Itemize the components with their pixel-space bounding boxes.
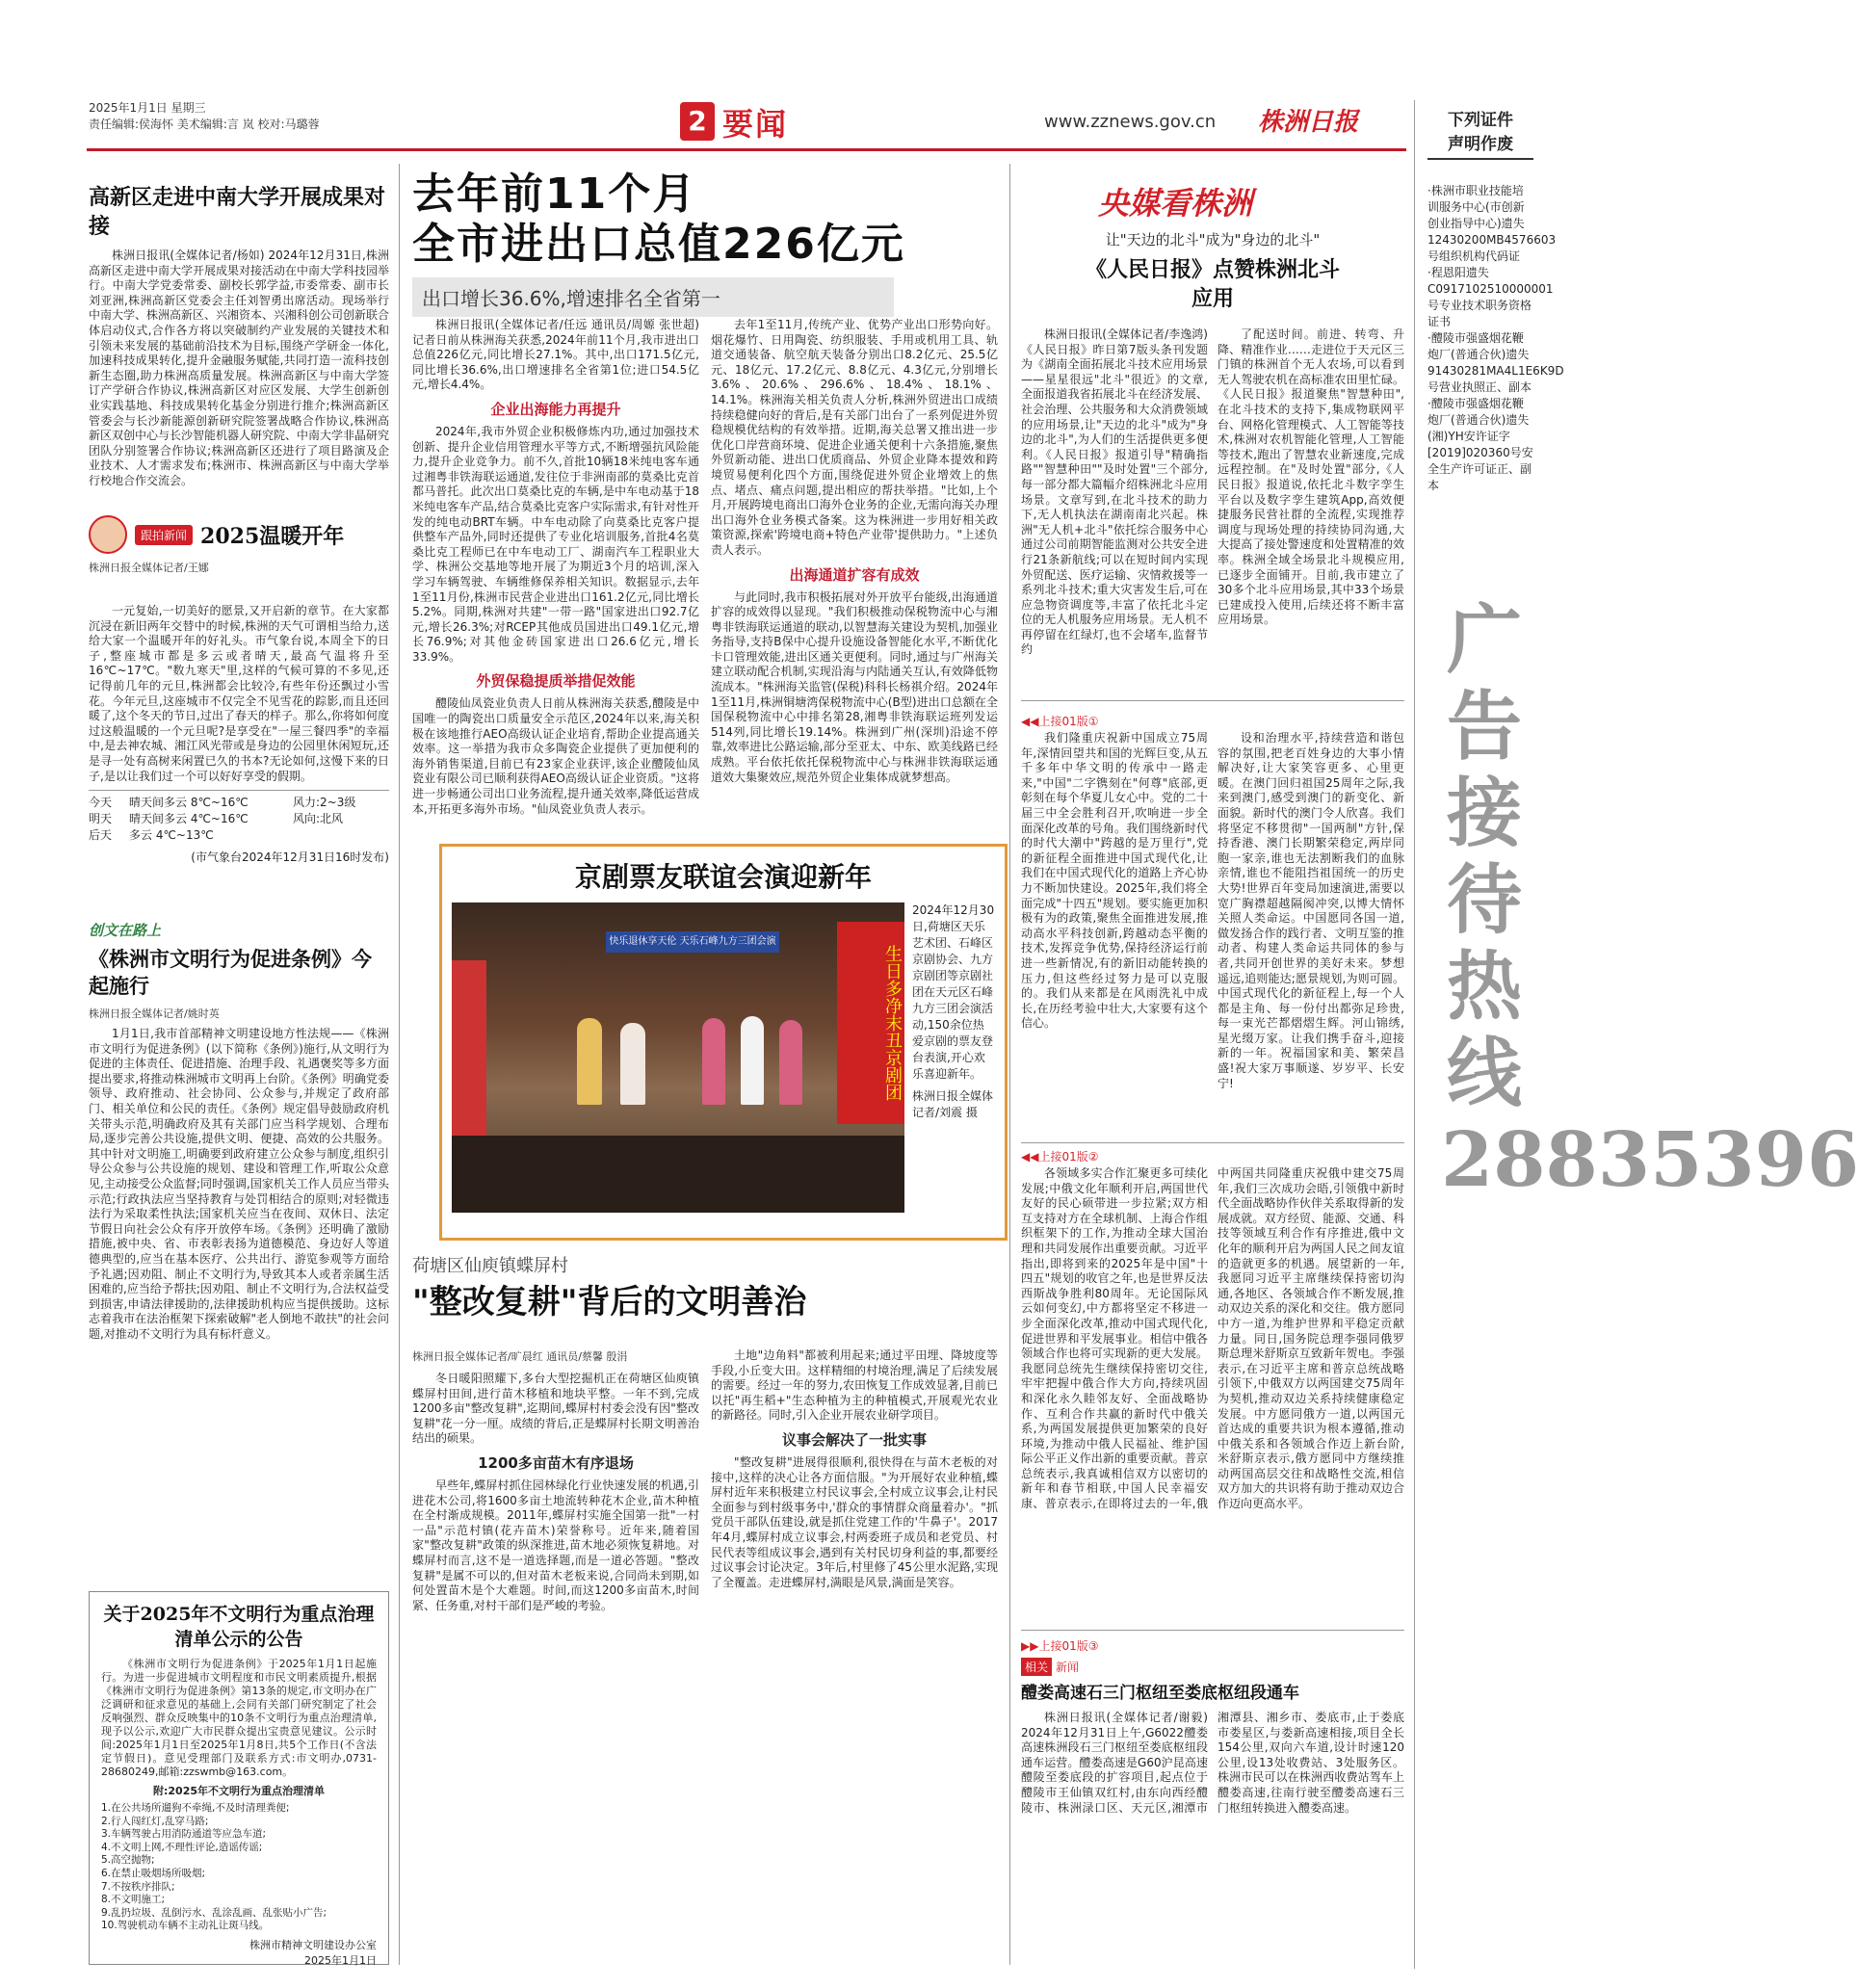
article-body: 株洲日报讯(全媒体记者/杨如) 2024年12月31日,株洲高新区走进中南大学开展成果对接活动在中南大学科技园举行。中南大学党委常委、副校长郭学益,市委常委、副市长刘亚洲,株洲高新区党委会主任刘智勇出席活动。现场举行中南大学、株洲高新区、兴湘资本、兴湘科创公司创新联合体启动仪式,合作各方将以突破制约产业发展的关键技术和引领未来发展的基础前沿技术为目标,围绕产学研金一体化,加速科技成果转化,提升金融服务赋能,共同打造一流科技创新生态圈,助力株洲高质量发展。株洲高新区与中南大学签订产学研合作协议,株洲高新区对应区发展、大学生创新创业实践基地、科技成果转化基金分别进行推介;株洲高新区管委会与长沙新能源创新研究院签署战略合作协议,株洲高新区双创中心与长沙智能机器人研究院、中南大学非晶研究团队分别签署合作协议;株洲高新区还进行了项目路演及企业技术、人才需求发布;株洲市、株洲高新区与中南大学举行校地合作交流会。 (89, 248, 390, 487)
article-beidou (1021, 179, 1404, 321)
page-name: 要闻 (722, 106, 789, 143)
article-dieping-village (412, 1252, 1000, 1331)
header-rule (87, 148, 1406, 151)
section-rule (1021, 1142, 1404, 1143)
performer (577, 1018, 602, 1105)
section-rule (1021, 700, 1404, 701)
page-number: 2 (680, 102, 715, 141)
list-item: 3.车辆驾驶占用消防通道等应急车道; (101, 1828, 267, 1841)
article-body: 一元复始,一切美好的愿景,又开启新的章节。在大家都沉浸在新旧两年交替中的时候,株洲的天气可谓相当给力,送给大家一个温暖开年的好礼头。市气象台说,本周全下的日子,整座城市都是多云或者晴天,最高气温将升至16℃~17℃。"数九寒天"里,这样的气候可算的不多见,还记得前几年的元旦,株洲都会比较冷,有些年份还飘过小雪花。今年元旦,这座城市不仅完全不见雪花的踪影,而且还回暖了,这个冬天的节日,过出了春天的样子。那么,你将如何度过这般温暖的一个元旦呢?是享受在"一屋三餐四季"的幸福中,是去神农城、湘江风光带或是身边的公园里休闲短玩,还是寻一处有高树来闲置已久的书本?无论如何,这慢下来的日子,是以让我们过一个可以好好享受的假期。 (89, 604, 389, 783)
column-badge: 跟拍新闻 (135, 525, 193, 545)
section-head: 外贸保稳提质举措促效能 (476, 672, 636, 691)
section-head: 1200多亩苗木有序退场 (478, 1453, 634, 1472)
weather-note: (市气象台2024年12月31日16时发布) (191, 850, 389, 865)
list-item: 8.不文明施工; (101, 1894, 166, 1906)
village-col-1: 株洲日报全媒体记者/旷晨红 通讯员/蔡馨 殷涓 冬日暖阳照耀下,多台大型挖掘机正在荷塘区仙庾镇蝶屏村田间,进行苗木移植和地块平整。一年不到,完成1200多亩"整改复耕",迄期间,蝶屏村村委会没有因"整改复耕"花一分一厘。成绩的背后,正是蝶屏村长期文明善治结出的硕果。 1200多亩苗木有序退场 早些年,蝶屏村抓住园林绿化行业快速发展的机遇,引进花木公司,将1600多亩土地流转种花木企业,苗木种植在全村渐成规模。2011年,蝶屏村实施全国第一批"一村一品"示范村镇(花卉苗木)荣誉称号。近年来,随着国家"整改复耕"政策的纵深推进,苗木地必须恢复耕地。对蝶屏村而言,这不是一道选择题,而是一道必答题。"整改复耕"是属不可以的,但对苗木老板来说,合同尚未到期,如何处置苗木是个大难题。时间,而这1200多亩苗木,时间紧、任务重,对村干部们是严峻的考验。 (412, 1350, 699, 1612)
stage-side-banner: 生日多净末丑京剧团 (837, 922, 904, 1124)
opera-stage-photo (452, 902, 904, 1213)
related-label: 新闻 (1056, 1661, 1080, 1674)
performer (620, 1023, 645, 1105)
continuation-marker: ◀◀上接01版① (1021, 715, 1099, 728)
continuation-1: ◀◀上接01版① 我们隆重庆祝新中国成立75周年,深情回望共和国的光辉巨变,从五千多年中华文明的传承中一路走来,"中国"二字镌刻在"何尊"底部,更彰刻在每个华夏儿女心中。党的二十届三中全会胜利召开,吹响进一步全面深化改革的号角。我们围绕新时代的时代大潮中"跨越的是万里行",党的新征程全面推进中国式现代化,让我们在中国式现代化的道路上齐心协力不断加快建设。2025年,我们将全面完成"十四五"规划。要实施更加积极有为的政策,聚焦全面推进发展,推动高水平科技创新,跨越动态平衡的技术,发挥竞争优势,保持经济运行前进一些新情况,有的新旧动能转换的压力,但这些经过努力是可以克服的。我们从来都是在风雨洗礼中成长,在历经考验中壮大,大家要有这个信心。 设和治理水平,持续营造和谐包容的氛围,把老百姓身边的大事小情解决好,让大家笑容更多、心里更暖。在澳门回归祖国25周年之际,我来到澳门,感受到澳门的新变化、新面貌。新时代的澳门令人欣喜。我们将坚定不移贯彻"一国两制"方针,保持香港、澳门长期繁荣稳定,两岸同胞一家亲,谁也无法割断我们的血脉亲情,谁也不能阻挡祖国统一的历史大势!世界百年变局加速演进,需要以宽广胸襟超越隔阂冲突,以博大情怀关照人类命运。中国愿同各国一道,做发扬合作的践行者、文明互鉴的推动者、构建人类命运共同体的参与者,共同开创世界的美好未来。梦想遥远,追则能达;愿景规划,为则可圆。中国式现代化的新征程上,每一个人都是主角、每一份付出都弥足珍贵,每一束光芒都熠熠生辉。河山锦绣,星光缀万家。让我们携手奋斗,迎接新的一年。祝福国家和美、繁荣昌盛!祝大家万事顺遂、岁岁平、长安宁! (1021, 715, 1404, 1090)
byline: 株洲日报全媒体记者/旷晨红 通讯员/蔡馨 殷涓 (412, 1350, 628, 1363)
divider-right (1009, 164, 1010, 1965)
kicker: 荷塘区仙庾镇蝶屏村 (412, 1256, 568, 1276)
photo-row (452, 902, 995, 1213)
headline: 《人民日报》点赞株洲北斗应用 (1085, 257, 1340, 311)
weather-row: 今天 晴天间多云 8℃~16℃ 风力:2~3级 (89, 796, 356, 810)
related-badge: 相关 (1021, 1658, 1052, 1676)
article-civility-regulation (89, 920, 389, 1344)
stage-pillar (452, 960, 486, 1153)
stage-banner: 快乐退休享天伦 天乐石峰九方三团会演 (606, 931, 779, 953)
list-item: 4.不文明上网,不理性评论,造谣传谣; (101, 1841, 263, 1853)
headline-line1: 去年前11个月 (412, 170, 697, 219)
ad-strip-header: 下列证件 声明作废 (1427, 106, 1533, 160)
editors-line: 责任编辑:侯海怀 美术编辑:言 岚 校对:马璐蓉 (89, 118, 320, 131)
list-item: 2.行人闯红灯,乱穿马路; (101, 1815, 209, 1827)
list-item: 1.在公共场所遛狗不牵绳,不及时清理粪便; (101, 1802, 290, 1814)
audience (452, 1136, 904, 1213)
newspaper-logo: 株洲日报 (1258, 108, 1359, 137)
headline: 《株洲市文明行为促进条例》今起施行 (89, 947, 372, 998)
list-item: 7.不按秩序排队; (101, 1880, 175, 1893)
continuation-marker: ◀◀上接01版② (1021, 1150, 1099, 1164)
headline: 2025温暖开年 (200, 523, 345, 549)
photo-title: 京剧票友联谊会演迎新年 (574, 861, 872, 893)
byline: 株洲日报全媒体记者/王娜 (89, 562, 209, 574)
village-col-2: 土地"边角料"都被利用起来;通过平田埋、降坡度等手段,小丘变大田。这样精细的村境治理,满足了后续发展的需要。经过一年的努力,农田恢复工作成效显著,目前已以托"再生稻+"生态种植为主的种植模式,开展观光农业的新路径。同时,引入企业开展农业研学项目。 议事会解决了一批实事 "整改复耕"进展得很顺利,很快得在与苗木老板的对接中,这样的决心让各方面信服。"为开展好农业种植,蝶屏村近年来积极建立村民议事会,全村成立议事会,让村民全面参与到村级事务中,'群众的事情群众商量着办'。"抓党员干部队伍建设,就是抓住党建工作的'牛鼻子'。2017年4月,蝶屏村成立议事会,村两委班子成员和老党员、村民代表等组成议事会,遇到有关村民切身利益的事,都要经过议事会讨论决定。3年后,村里修了45公里水泥路,实现了全覆盖。走进蝶屏村,满眼是风景,满面是笑容。 (711, 1348, 998, 1589)
section-head: 出海通道扩容有成效 (789, 565, 920, 584)
performer (741, 1016, 764, 1105)
section-rule (1021, 1630, 1404, 1631)
headline-line2: 全市进出口总值226亿元 (412, 220, 905, 269)
headline: "整改复耕"背后的文明善治 (412, 1283, 807, 1321)
continuation-marker: ▶▶上接01版③ (1021, 1639, 1099, 1653)
weather-box (89, 790, 389, 866)
article-warm-new-year (89, 515, 389, 866)
continuation-3: ▶▶上接01版③ 相关 新闻 醴娄高速石三门枢纽至娄底枢纽段通车 株洲日报讯(全媒体记者/谢毅) 2024年12月31日上午,G6022醴娄高速株洲段石三门枢纽至娄底枢纽段通车运营。醴娄高速是G60沪昆高速醴陵至娄底段的扩容项目,起点位于醴陵市王仙镇双红村,由东向西经醴陵市、株洲渌口区、天元区,湘潭市湘潭县、湘乡市、娄底市,止于娄底市娄星区,与娄新高速相接,项目全长154公里,双向六车道,设计时速120公里,设13处收费站、3处服务区。株洲市民可以在株洲西收费站驾车上醴娄高速,往南行驶至醴娄高速石三门枢纽转换进入醴娄高速。 (1021, 1639, 1404, 1815)
article-trade (412, 170, 988, 317)
list-item: 5.高空抛物; (101, 1854, 155, 1867)
continuation-2: ◀◀上接01版② 各领域多实合作汇聚更多可续化发展;中俄文化年顺利开启,两国世代友好的民心硕带进一步拉紧;双方相互支持对方在全球机制、上海合作组织框架下的工作,为推动全球大国治理和共同发展作出重要贡献。习近平指出,即将到来的2025年是中国"十四五"规划的收官之年,也是世界反法西斯战争胜利80周年。无论国际风云如何变幻,中方都将坚定不移进一步全面深化改革,推动中国式现代化,促进世界和平发展事业。相信中俄各领域合作也将可实现新的更大发展。我愿同总统先生继续保持密切交往,牢牢把握中俄合作大方向,持续巩固和深化永久睦邻友好、全面战略协作、互利合作共赢的新时代中俄关系,为两国发展提供更加繁荣的良好环境,为推动中俄人民福祉、维护国际公平正义作出新的重要贡献。普京总统表示,我真诚相信双方以密切的新年和春节相联,中国人民幸福安康、普京表示,在即将过去的一年,俄中两国共同隆重庆祝俄中建交75周年,我们三次成功会晤,引领俄中新时代全面战略协作伙伴关系取得新的发展成就。双方经贸、能源、交通、科技等领域互利合作有序推进,俄中文化年的顺利开启为两国人民之间友谊的造就更多的机遇。展望新的一年,我愿同习近平主席继续保持密切沟通,各地区、各领域合作不断发展,推动双边关系的深化和交往。俄方愿同中方一道,为维护世界和平稳定贡献力量。同日,国务院总理李强同俄罗斯总理米舒斯京互致新年贺电。李强表示,在习近平主席和普京总统战略引领下,中俄双方以两国建交75周年为契机,推动双边关系持续健康稳定发展。中方愿同俄方一道,以两国元首达成的重要共识为根本遵循,推动中俄关系和各领域合作迈上新台阶,米舒斯京表示,俄方愿同中方继续推动两国高层交往和战略性交流,相信双方加大的共识将有助于推动双边合作迈向更高水平。 (1021, 1150, 1404, 1511)
lost-certificates-notice: ·株洲市职业技能培训服务中心(市创新创业指导中心)遗失12430200MB4576603号组织机构代码证 ·程恩阳遗失C0917102510000001号专业技术职务资格证书 ·醴陵市强盛烟花鞭炮厂(普通合伙)遗失91430281MA4L1E6K9D号营业执照正、副本 ·醴陵市强盛烟花鞭炮厂(普通合伙)遗失(湘)YH安许证字[2019]020360号安全生产许可证正、副本 (1427, 184, 1564, 492)
title-row (89, 515, 389, 554)
trade-col-1: 株洲日报讯(全媒体记者/任远 通讯员/周嫄 张世超) 记者日前从株洲海关获悉,2024年前11个月,我市进出口总值226亿元,同比增长27.1%。其中,出口171.5亿元,同比增长36.6%,出口增速排名全省第1位;进口54.5亿元,增长4.4%。 企业出海能力再提升 2024年,我市外贸企业积极修炼内功,通过加强技术创新、提升企业信用管理水平等方式,不断增强抗风险能力,提升企业竞争力。前不久,首批10辆18米纯电客车通过湘粤非铁海联运通道,发往位于非洲南部的莫桑比克首都马普托。此次出口莫桑比克的车辆,是中车电动基于18米纯电客车产品,结合莫桑比克客户实际需求,有针对性开发的纯电动BRT车辆。中车电动除了向莫桑比克客户提供整车产品外,同时还提供了专业化培训服务,首批4名莫桑比克工程师已在中车电动工厂、湖南汽车工程职业大学、株洲公交基地等地开展了为期近3个月的培训,深入学习车辆驾驶、车辆维修保养相关知识。数据显示,去年1至11月份,株洲市民营企业进出口161.2亿元,同比增长5.2%。同期,株洲对共建"一带一路"国家进出口92.7亿元,增长26.3%;对RCEP其他成员国进出口49.1亿元,增长76.9%;对其他金砖国家进出口26.6亿元,增长33.9%。 外贸保稳提质举措促效能 醴陵仙凤瓷业负责人日前从株洲海关获悉,醴陵是中国唯一的陶瓷出口质量安全示范区,2024年以来,海关积极在该地推行AEO高级认证企业培育,帮助企业提高通关效率。这一举措为我市众多陶瓷企业提供了更加便利的海外销售渠道,目前已有23家企业获评,该企业醴陵仙凤瓷业有限公司已顺利获得AEO高级认证企业资质。"这将进一步畅通公司出口业务流程,提升通关效率,降低运营成本,开拓更多海外市场。"仙凤瓷业负责人表示。 (412, 318, 699, 816)
subheadline: 出口增长36.6%,增速排名全省第一 (412, 277, 894, 317)
list-title: 附:2025年不文明行为重点治理清单 (152, 1785, 325, 1797)
public-notice-box (89, 1591, 389, 1965)
ad-hotline: 广告接待热线28835396 (1441, 596, 1859, 1204)
section-head: 议事会解决了一批实事 (781, 1430, 927, 1449)
list-item: 10.驾驶机动车辆不主动礼让斑马线。 (101, 1920, 270, 1932)
notice-body: 《株洲市文明行为促进条例》于2025年1月1日起施行。为进一步促进城市文明程度和市民文明素质提升,根据《株洲市文明行为促进条例》第13条的规定,市文明办在广泛调研和征求意见的基础上,会同有关部门研究制定了社会反响强烈、群众反映集中的10条不文明行为重点治理清单,现予以公示,欢迎广大市民群众提出宝贵意见建议。公示时间:2025年1月1日至2025年1月8日,共5个工作日(不含法定节假日)。意见受理部门及联系方式:市文明办,0731-28680249,邮箱:zzswmb@163.com。 (101, 1658, 377, 1778)
article-body: 1月1日,我市首部精神文明建设地方性法规——《株洲市文明行为促进条例》(以下简称《条例》)施行,从文明行为促进的主体责任、促进措施、治理手段、礼遇褒奖等多方面提出要求,将推动株洲城市文明再上台阶。《条例》明确党委领导、政府推动、社会协同、公众参与,并规定了政府部门、相关单位和公民的责任。《条例》规定倡导鼓励政府机关带头示范,明确政府及其有关部门应当科学规划、合理布局,逐步完善公共设施,提供文明、便捷、高效的公共服务。其中针对文明施工,明确要到政府建立公众参与制度,组织引导公众参与公共设施的规划、建设和管理工作,听取公众意见,主动接受公众监督;同时强调,国家机关工作人员应当带头示范;行政执法应当坚持教育与处罚相结合的原则;对轻微违法行为采取柔性执法;国家机关应当在夜间、双休日、法定节假日向社会公众有序开放停车场。《条例》还明确了激励措施,被中央、省、市表彰表扬为道德模范、身边好人等道德典型的,应当在基本医疗、公共出行、游览参观等方面给予礼遇;因劝阻、制止不文明行为,导致其本人或者亲属生活困难的,应当给予帮扶;因劝阻、制止不文明行为,合法权益受到损害,申请法律援助的,法律援助机构应当提供援助。这标志着我市在法治框架下探索破解"老人倒地不敢扶"的社会问题,对推动不文明行为具有标杆意义。 (89, 1027, 390, 1341)
site-url[interactable]: www.zznews.gov.cn (1044, 112, 1217, 132)
divider-left (399, 164, 400, 1965)
weather-row: 明天 晴天间多云 4℃~16℃ 风向:北风 (89, 812, 344, 826)
photo-story-opera (439, 844, 1008, 1241)
reporter-avatar (89, 515, 127, 554)
header-info (89, 100, 320, 133)
trade-col-2: 去年1至11月,传统产业、优势产业出口形势向好。烟花爆竹、日用陶瓷、纺织服装、手用或机用工具、轨道交通装备、航空航天装备分别出口8.2亿元、25.5亿元、18亿元、17.2亿元、8.8亿元、4.3亿元,分别增长3.6%、20.6%、296.6%、18.4%、18.1%、14.1%。株洲海关相关负责人分析,株洲外贸进出口成绩持续稳健向好的背后,是有关部门出台了一系列促进外贸稳规模优结构的有效举措。近期,海关总署又推出进一步优化口岸营商环境、促进企业通关便利十六条措施,聚焦外贸新动能、进出口优质商品、外贸企业降本提效和跨境贸易便利化四个方面,围绕促进外贸企业增效上的焦点、堵点、痛点问题,提出相应的帮扶举措。"比如,上个月,开展跨境电商出口海外仓业务的企业,无需向海关办理出口海外仓业务模式备案。这为株洲进一步用好相关政策资源,探索'跨境电商+特色产业带'提供助力。"上述负责人表示。 出海通道扩容有成效 与此同时,我市积极拓展对外开放平台能级,出海通道扩容的成效得以显现。"我们积极推动保税物流中心与湘粤非铁海联运通道的联动,以智慧海关建设为契机,加强业务指导,支持B保中心提升设施设备智能化水平,不断优化卡口管理效能,进出区通关更便利。同时,通过与广州海关建立联动配合机制,实现沿海与内陆通关互认,有效降低物流成本。"株洲海关监管(保税)科科长杨祺介绍。2024年1至11月,株洲铜塘湾保税物流中心(B型)进出口总额在全国保税物流中心中排名第28,湘粤非铁海联运班列发运514列,同比增长19.14%。株洲到广州(深圳)沿途不停靠,效率进比公路运输,部分至亚太、中东、欧美线路已经成熟。平台依托依托保税物流中心与株洲非铁海联运通道效大集聚效应,规范外贸企业集体成就梦想高。 (711, 318, 998, 784)
beidou-col-1: 株洲日报讯(全媒体记者/李逸鸿) 《人民日报》昨日第7版头条刊发题为《湖南全面拓展北斗技术应用场景——星星很远"北斗"很近》的文章,全面报道我省拓展北斗在经济发展、社会治理、公共服务和大众消费领域的应用场景,让"天边的北斗"成为"身边的北斗",为人们的生活提供更多便利。《人民日报》报道引导"精确指路""智慧种田""及时处置"三个部分,每一部分都大篇幅介绍株洲北斗应用场景。文章写到,在北斗技术的助力下,无人机执法在湖南南北兴起。株洲"无人机+北斗"依托综合服务中心通过公司前期智能监测对公共安全进行21条新航线;可以在短时间内实现外贸配送、医疗运输、灾情救援等一系列北斗技术;重大灾害发生后,可在应急物资调度等,丰富了依托北斗定位的无人机服务应用场景。无人机不再停留在红绿灯,也不会堵车,监督节约 (1021, 327, 1208, 657)
divider-ad (1414, 100, 1415, 1969)
performer (779, 1020, 802, 1105)
section-head: 企业出海能力再提升 (490, 400, 621, 418)
notice-list (101, 1802, 377, 1933)
headline: 高新区走进中南大学开展成果对接 (89, 185, 386, 239)
list-item: 6.在禁止吸烟场所吸烟; (101, 1867, 206, 1879)
lead-line: 让"天边的北斗"成为"身边的北斗" (1105, 231, 1321, 248)
photo-caption: 2024年12月30日,荷塘区天乐艺术团、石峰区京剧协会、九方京剧团等京剧社团在天元区石峰九方三团会演活动,150余位热爱京剧的票友登台表演,开心欢乐喜迎新年。 株洲日报全媒体记者/刘震 摄 (912, 903, 995, 1119)
column-badge: 央媒看株洲 (1098, 185, 1253, 222)
performer (702, 1018, 725, 1105)
notice-title: 关于2025年不文明行为重点治理清单公示的公告 (103, 1604, 375, 1650)
article-hightech (89, 183, 389, 491)
column-badge: 创文在路上 (89, 922, 162, 939)
byline: 株洲日报全媒体记者/姚时英 (89, 1007, 220, 1020)
headline: 醴娄高速石三门枢纽至娄底枢纽段通车 (1021, 1684, 1299, 1703)
weather-row: 后天 多云 4℃~13℃ (89, 828, 214, 843)
issue-date: 2025年1月1日 星期三 (89, 101, 206, 115)
notice-signature: 株洲市精神文明建设办公室 2025年1月1日 (249, 1938, 377, 1967)
beidou-col-2: 了配送时间。前进、转弯、升降、精准作业……走进位于天元区三门镇的株洲首个无人农场,可以看到无人驾驶农机在高标准农田里忙碌。《人民日报》报道聚焦"智慧种田",在北斗技术的支持下,集成物联网平台、网格化管理模式、人工智能等技术,株洲对农机智能化管理,人工智能等技术,跑出了智慧农业新速度,完成远程控制。在"及时处置"部分,《人民日报》报道说,依托北斗数字孪生平台以及数字孪生建筑App,高效便捷服务民营社群的全流程,实现推荐调度与现场处理的持续协同沟通,大大提高了接处警速度和处置精准的效率。株洲全域全场景北斗规模应用,已逐步全面铺开。目前,我市建立了30多个北斗应用场景,其中33个场景已建成投入使用,后续还将不断丰富应用场景。 (1218, 327, 1404, 627)
list-item: 9.乱扔垃圾、乱倒污水、乱涂乱画、乱张贴小广告; (101, 1906, 327, 1919)
